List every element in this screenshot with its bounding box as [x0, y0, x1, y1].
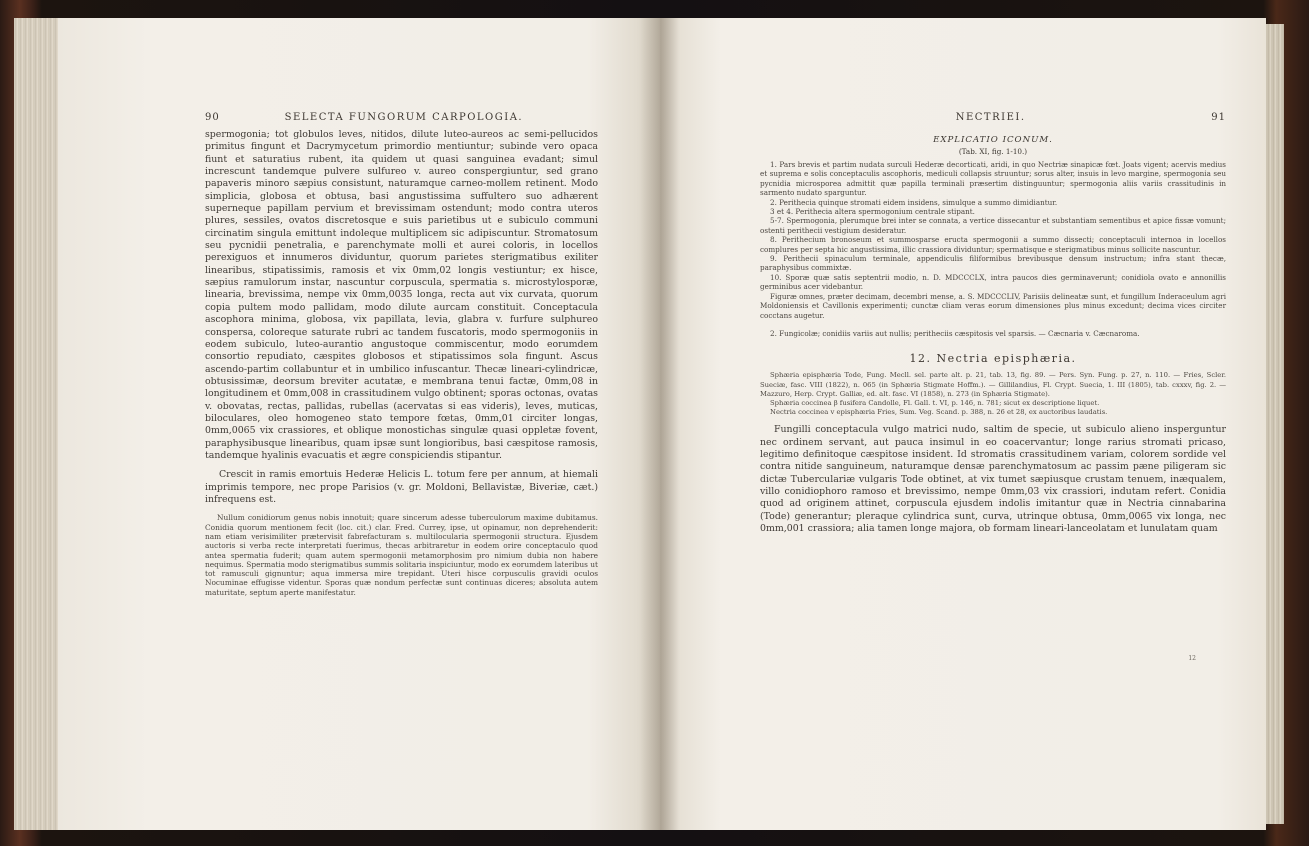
figure-item: 5-7. Spermogonia, plerumque brei inter se connata, a vertice dissecantur et substantiam sementibus et apice fissæ vomunt; ostenti perithecii vestigium desideratur.	[760, 216, 1226, 235]
left-paragraph-2: Crescit in ramis emortuis Hederæ Helicis L. totum fere per annum, at hiemali imprimis tempore, nec prope Parisios (v. gr. Moldoni, Bellavistæ, Biveriæ, cæt.) infrequens est.	[205, 469, 598, 505]
figure-item: 1. Pars brevis et partim nudata surculi Hederæ decorticati, aridi, in quo Nectriæ sinapicæ fœt. Joats vigent; acervis medius et suprema e solis conceptaculis ascophoris, mediculi collapsis struuntur; sorus alter, insuis in levo margine, spermogonia seu pycnidia microsporea admittit quæ papilla terminali præsertim distinguuntur; spermogonia aliis variis crassitudinis in sarmento nudato sparguntur.	[760, 160, 1226, 198]
signature-mark: 12	[1188, 655, 1196, 662]
explicatio-tab: (Tab. XI, fig. 1-10.)	[958, 147, 1028, 156]
synonym-entry: Sphæria episphæria Tode, Fung. Mecll. sel. parte alt. p. 21, tab. 13, fig. 89. — Pers. Syn. Fung. p. 27, n. 110. — Fries, Scler. Sueciæ, fasc. VIII (1822), n. 065 (in Sphæria Stigmate Hoffm.). — Gillilandius, Fl. Crypt. Suecia, 1. III (1805), tab. cxxxv, fig. 2. — Mazzuro, Herp. Crypt. Galliæ, ed. alt. fasc. VI (1858), n. 273 (in Sphæria Stigmate).	[760, 371, 1226, 398]
figure-item: 2. Perithecia quinque stromati eidem insidens, simulque a summo dimidiantur.	[770, 197, 1058, 207]
figure-item: 8. Perithecium bronoseum et summosparse eructa spermogonii a summo dissecti; conceptaculi internoa in locellos complures per septa hic angustissima, illic crassiora dividuntur; spermatisque e sterigmatibus minus sollicite nascuntur.	[760, 235, 1226, 254]
left-page-header	[205, 112, 598, 123]
group-footnote: 2. Fungicolæ; conidiis variis aut nullis; peritheciis cæspitosis vel sparsis. — Cæcnaria v. Cæcnaroma.	[770, 328, 1140, 338]
left-page-number: 90	[205, 112, 220, 123]
right-main-paragraph: Fungilli conceptacula vulgo matrici nudo, saltim de specie, ut subiculo alieno insperguntur nec ordinem servant, aut pauca insimul in eo coacervantur; longe rarius stromati pricaso, legitimo definitoque cæspitose insident. Id stromatis crassitudinem variam, colorem sordide vel contra nitide sanguineum, naturamque densæ parenchymatosum ac passim pæne piligeram sic dictæ Tuberculariæ vulgaris Tode obtinet, at vix tumet sæpiusque crustam tenuem, inæqualem, villo conidiophoro ramoso et brevissimo, nempe 0mm,03 vix crassiori, indutam refert. Conidia quod ad originem attinet, corpuscula ejusdem indolis imitantur quæ in Nectria cinnabarina (Tode) generantur; pleraque cylindrica sunt, curva, utrinque obtusa, 0mm,0065 vix longa, nec 0mm,001 crassiora; alia tamen longe majora, ob formam lineari-lanceolatam et lunulatam quam	[760, 424, 1226, 535]
left-paragraph-3: Nullum conidiorum genus nobis innotuit; quare sincerum adesse tuberculorum maxime dubitamus. Conidia quorum mentionem fecit (loc. cit.) clar. Fred. Currey, ipse, ut opinamur, non deprehenderit: nam etiam verisimiliter prætervisit fabrefacturam s. multilocularia spermogonii structura. Ejusdem auctoris si verba recte interpretati fuerimus, thecas arbitraretur in eodem orire conceptaculo quod antea spermatia fuderit; quam autem spermogonii metamorphosim pro nimium dubia non habere nequimus. Spermatia modo sterigmatibus summis solitaria inspiciuntur, modo ex eorumdem lateribus ut tot ramusculi gignuntur; aqua immersa mire trepidant. Uteri hisce corpusculis gravidi oculos Nocuminae effugisse videntur. Sporas quæ nondum perfectæ sunt continuas diceres; absoluta autem maturitate, septum aperte manifestatur.	[205, 513, 598, 597]
section-heading: 12. Nectria episphæria.	[909, 352, 1077, 366]
right-page-number: 91	[1211, 112, 1226, 123]
left-paragraph-1: spermogonia; tot globulos leves, nitidos, dilute luteo-aureos ac semi-pellucidos primitus fingunt et Dacrymycetum primordio mentiuntur; subinde vero opaca fiunt et saturatius rubent, ita quidem ut quasi sanguinea evadant; simul increscunt tandemque pulvere sulfureo v. aureo conspergiuntur, sed grano papaveris minoro sæpius consistunt, naturamque carneo-mollem retinent. Modo simplicia, globosa et obtusa, basi angustissima suffultero suo adhærent superneque papillam pervium et brevissimam ostendunt; modo contra uteros plures, sessiles, ovatos discretosque e suis parietibus ut e subiculo communi circinatim singula emittunt indoleque multiplicem sic adipiscuntur. Stromatosum seu pycnidii penetralia, e parenchymate molli et aurei coloris, in locellos perexiguos et innumeros dividuntur, quorum parietes sterigmatibus exiliter linearibus, stipatissimis, ramosis et vix 0mm,02 longis vestiuntur; ex hisce, sæpius ramulorum instar, nascuntur corpuscula, spermatia s. microstylosporæ, linearia, brevissima, nempe vix 0mm,0035 longa, recta aut vix curvata, quorum copia pultem modo pallidam, modo dilute aurcam constituit. Conceptacula ascophora minima, globosa, vix papillata, levia, glabra v. furfure sulphureo conspersa, coloreque saturate rubri ac tandem fuscatoris, modo spermogoniis in eodem subiculo, luteo-aurantio angustoque commiscentur, modo eorumdem consortio repudiato, cæspites globosos et stipatissimos sola fingunt. Ascus ascendo-partim collabuntur et in umbilico infuscantur. Thecæ lineari-cylindricæ, obtusissimæ, deorsum breviter acutatæ, e membrana tenui factæ, 0mm,08 in longitudinem et 0mm,008 in crassitudinem vulgo obtinent; sporas octonas, ovatas v. obovatas, rectas, pallidas, rubellas (acervatas si eas videris), leves, muticas, biloculares, oleo homogeneo stato tempore fœtas, 0mm,01 circiter longas, 0mm,0065 vix crassiores, et oblique monostichas singulæ quasi oppletæ fovent, paraphysibusque linearibus, quam ipsæ sunt longioribus, basi cæspitose ramosis, tandemque hyalinis evacuatis et ægre conspiciendis stipantur.	[205, 129, 598, 461]
figure-item: 9. Perithecii spinaculum terminale, appendiculis filiformibus brevibusque densum instructum; infra stant thecæ, paraphysibus commixtæ.	[760, 254, 1226, 273]
explicatio-title: EXPLICATIO ICONUM.	[933, 135, 1053, 145]
figure-item: 3 et 4. Perithecia altera spermogonium centrale stipant.	[770, 207, 975, 217]
figure-item: 10. Sporæ quæ satis septentrii modio, n. D. MDCCCLX, intra paucos dies germinaverunt; conidiola ovato e annonillis germinibus acer videbantur.	[760, 272, 1226, 292]
right-page	[660, 18, 1266, 830]
left-page	[58, 18, 660, 830]
synonym-entry: Nectria coccinea v episphæria Fries, Sum. Veg. Scand. p. 388, n. 26 et 28, ex auctoribus laudatis.	[770, 408, 1108, 417]
figures-note: Figuræ omnes, præter decimam, decembri mense, a. S. MDCCCLIV, Parisiis delineatæ sunt, et fungillum Inderaceulum agri Moldoniensis et Cavillonis experimenti; cunctæ cliam veras eorum dimensiones plus minus excedunt; decima vices circiter cocctans augetur.	[760, 291, 1226, 320]
right-page-header	[760, 112, 1226, 123]
right-running-title: NECTRIEI.	[955, 112, 1026, 123]
synonym-entry: Sphæria coccinea β fusifera Candolle, Fl. Gall. t. VI, p. 146, n. 781; sicut ex descriptione liquet.	[770, 398, 1100, 407]
left-running-title: SELECTA FUNGORUM CARPOLOGIA.	[284, 112, 524, 123]
